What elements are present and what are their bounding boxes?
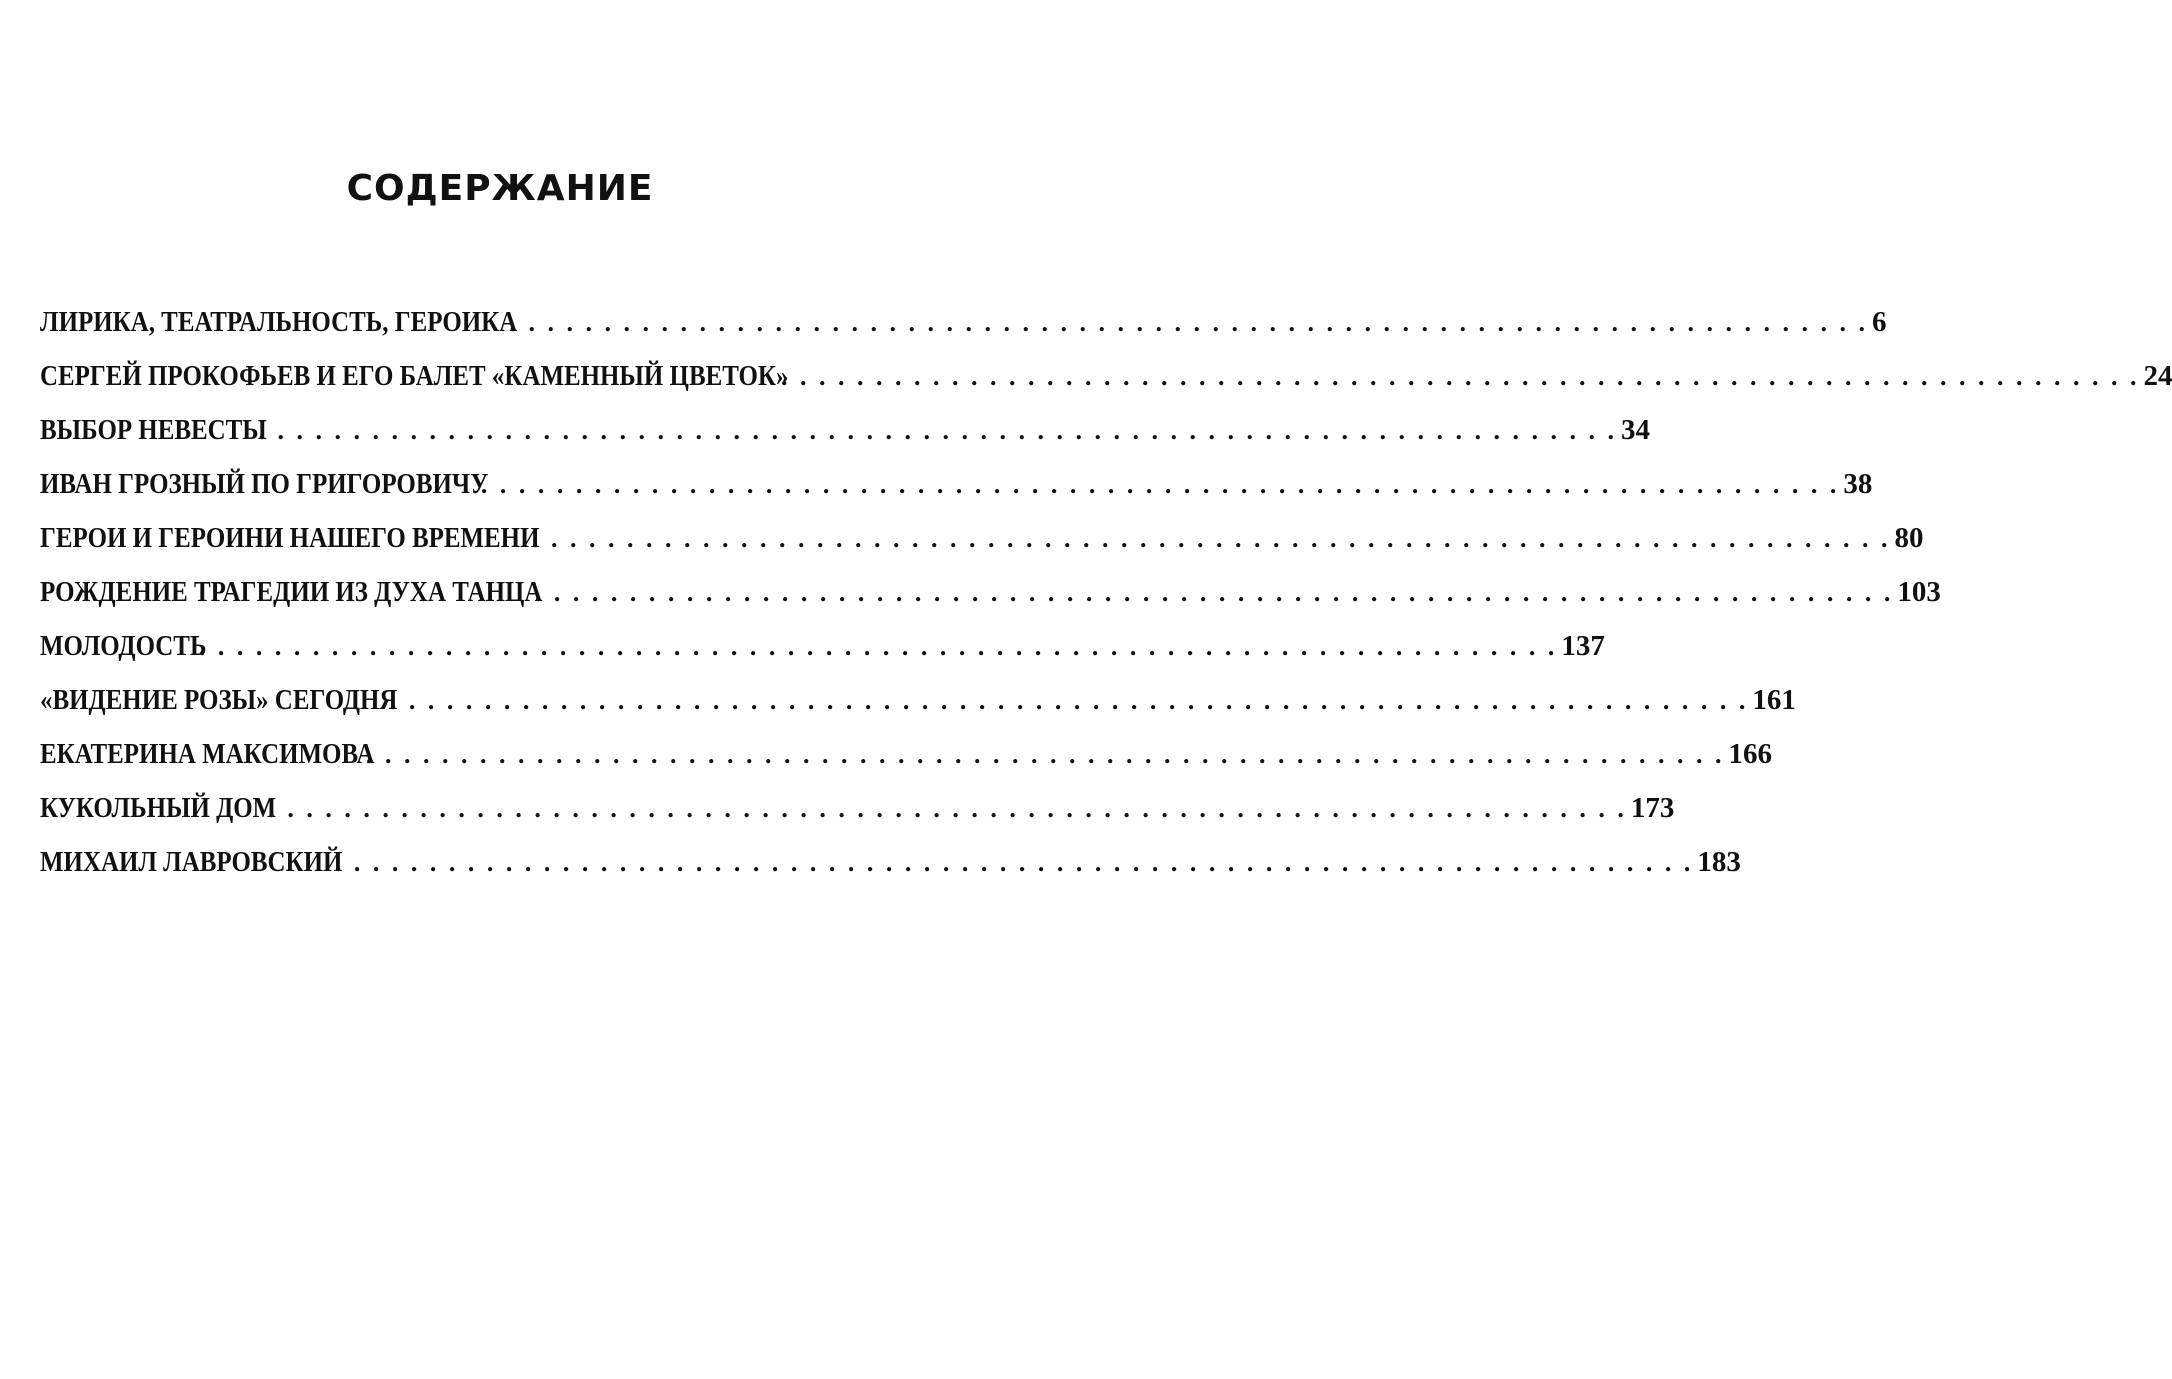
toc-entry-page: 38 bbox=[1843, 468, 1873, 500]
toc-entry-page: 6 bbox=[1871, 306, 1887, 338]
toc-entry[interactable] bbox=[40, 576, 1941, 630]
toc-entry-page: 137 bbox=[1561, 630, 1605, 662]
toc-entry-page: 24 bbox=[2143, 360, 2172, 392]
toc-entry-title: ЕКАТЕРИНА МАКСИМОВА bbox=[40, 738, 375, 770]
toc-entry-title: ЛИРИКА, ТЕАТРАЛЬНОСТЬ, ГЕРОИКА bbox=[40, 306, 518, 338]
toc-entry[interactable] bbox=[40, 738, 1773, 792]
toc-entry-title: СЕРГЕЙ ПРОКОФЬЕВ И ЕГО БАЛЕТ «КАМЕННЫЙ ЦВЕТОК» bbox=[40, 360, 789, 392]
toc-list bbox=[40, 306, 2172, 900]
toc-entry-title: РОЖДЕНИЕ ТРАГЕДИИ ИЗ ДУХА ТАНЦА bbox=[40, 576, 543, 608]
toc-entry-page: 80 bbox=[1894, 522, 1924, 554]
toc-entry[interactable] bbox=[40, 630, 1605, 684]
dot-leader: . . . . . . . . . . . . . . . . . . . . . . . . . . . . . . . . . . . . . . . . . . . . . . . . . . . . . . . . . . . . . . . . . . . . . . . . bbox=[480, 470, 1840, 499]
toc-entry-title: МОЛОДОСТЬ bbox=[40, 630, 207, 662]
toc-entry[interactable] bbox=[40, 306, 1887, 360]
toc-entry-page: 173 bbox=[1630, 792, 1675, 824]
toc-entry[interactable] bbox=[40, 414, 1651, 468]
toc-entry[interactable] bbox=[40, 792, 1675, 846]
toc-entry-page: 103 bbox=[1897, 576, 1941, 608]
toc-entry-page: 34 bbox=[1621, 414, 1651, 446]
dot-leader: . . . . . . . . . . . . . . . . . . . . . . . . . . . . . . . . . . . . . . . . . . . . . . . . . . . . . . . . . . . . . . . . . . . . . . . . bbox=[198, 632, 1558, 661]
dot-leader: . . . . . . . . . . . . . . . . . . . . . . . . . . . . . . . . . . . . . . . . . . . . . . . . . . . . . . . . . . . . . . . . . . . . . . . . bbox=[780, 362, 2140, 391]
toc-entry-title: «ВИДЕНИЕ РОЗЫ» СЕГОДНЯ bbox=[40, 684, 398, 716]
dot-leader: . . . . . . . . . . . . . . . . . . . . . . . . . . . . . . . . . . . . . . . . . . . . . . . . . . . . . . . . . . . . . . . . . . . . . . . . bbox=[509, 308, 1868, 337]
dot-leader: . . . . . . . . . . . . . . . . . . . . . . . . . . . . . . . . . . . . . . . . . . . . . . . . . . . . . . . . . . . . . . . . . . . . . . . . bbox=[366, 740, 1725, 769]
toc-entry[interactable] bbox=[40, 360, 2172, 414]
page-title: СОДЕРЖАНИЕ bbox=[346, 168, 654, 209]
dot-leader: . . . . . . . . . . . . . . . . . . . . . . . . . . . . . . . . . . . . . . . . . . . . . . . . . . . . . . . . . . . . . . . . . . . . . . . . bbox=[258, 416, 1618, 445]
toc-entry-title: КУКОЛЬНЫЙ ДОМ bbox=[40, 792, 277, 824]
toc-entry-title: МИХАИЛ ЛАВРОВСКИЙ bbox=[40, 846, 343, 878]
toc-entry-title: ИВАН ГРОЗНЫЙ ПО ГРИГОРОВИЧУ bbox=[40, 468, 489, 500]
toc-entry[interactable] bbox=[40, 846, 1741, 900]
toc-entry-title: ГЕРОИ И ГЕРОИНИ НАШЕГО ВРЕМЕНИ bbox=[40, 522, 540, 554]
dot-leader: . . . . . . . . . . . . . . . . . . . . . . . . . . . . . . . . . . . . . . . . . . . . . . . . . . . . . . . . . . . . . . . . . . . . . . . . bbox=[389, 686, 1749, 715]
toc-entry[interactable] bbox=[40, 684, 1796, 738]
toc-entry-title: ВЫБОР НЕВЕСТЫ bbox=[40, 414, 267, 446]
dot-leader: . . . . . . . . . . . . . . . . . . . . . . . . . . . . . . . . . . . . . . . . . . . . . . . . . . . . . . . . . . . . . . . . . . . . . . . . bbox=[268, 794, 1627, 823]
dot-leader: . . . . . . . . . . . . . . . . . . . . . . . . . . . . . . . . . . . . . . . . . . . . . . . . . . . . . . . . . . . . . . . . . . . . . . . . bbox=[334, 848, 1694, 877]
toc-entry[interactable] bbox=[40, 468, 1873, 522]
dot-leader: . . . . . . . . . . . . . . . . . . . . . . . . . . . . . . . . . . . . . . . . . . . . . . . . . . . . . . . . . . . . . . . . . . . . . . . . bbox=[534, 578, 1894, 607]
toc-entry-page: 166 bbox=[1728, 738, 1773, 770]
toc-entry[interactable] bbox=[40, 522, 1924, 576]
toc-entry-page: 161 bbox=[1752, 684, 1796, 716]
dot-leader: . . . . . . . . . . . . . . . . . . . . . . . . . . . . . . . . . . . . . . . . . . . . . . . . . . . . . . . . . . . . . . . . . . . . . . . . bbox=[531, 524, 1891, 553]
toc-entry-page: 183 bbox=[1697, 846, 1741, 878]
